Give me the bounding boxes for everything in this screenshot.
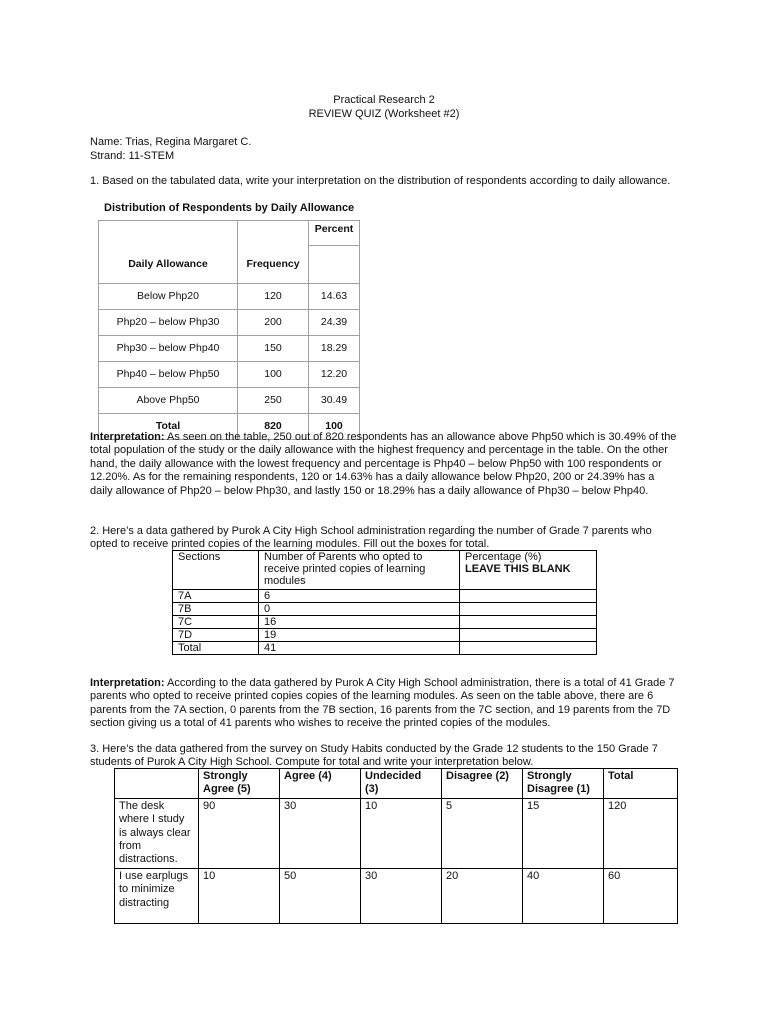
col-header-total: Total <box>604 769 678 799</box>
q2-prompt: 2. Here’s a data gathered by Purok A City High School administration regarding the number of Grade 7 parents who opted to receive printed copies of the learning modules. Fill out the boxes for total. <box>90 525 652 551</box>
table-row: 7A 6 <box>173 590 597 603</box>
study-habits-table <box>114 768 678 924</box>
parents-table <box>172 550 597 655</box>
q1-interpretation <box>90 431 680 498</box>
col-header-percent: Percent <box>309 221 360 246</box>
table-row: I use earplugs to minimize distracting 10 50 30 20 40 60 <box>115 868 678 923</box>
q3-prompt: 3. Here’s the data gathered from the survey on Study Habits conducted by the Grade 12 students to the 150 Grade 7 students of Purok A City High School. Compute for total and write your interpretation below. <box>90 743 658 769</box>
col-header-disagree: Disagree (2) <box>442 769 523 799</box>
q2-interpretation <box>90 677 680 731</box>
leave-blank-note: LEAVE THIS BLANK <box>465 563 571 575</box>
quiz-title: REVIEW QUIZ (Worksheet #2) <box>308 108 460 120</box>
q1-prompt: 1. Based on the tabulated data, write your interpretation on the distribution of respondents according to daily allowance. <box>90 175 671 187</box>
table-row: 7D 19 <box>173 629 597 642</box>
table-row: 7C 16 <box>173 616 597 629</box>
interp-text: According to the data gathered by Purok A City High School administration, there is a total of 41 Grade 7 parents who opted to receive printed copies copies of the learning modules. As seen on the table above, there are 6 parents from the 7A section, 0 parents from the 7B section, 16 parents from the 7C section, and 19 parents from the 7D section giving us a total of 41 parents who wishes to receive the printed copies of the modules. <box>90 677 675 730</box>
col-header-strongly-agree: Strongly Agree (5) <box>199 769 280 799</box>
col-header-parents: Number of Parents who opted to receive printed copies of learning modules <box>259 551 460 590</box>
table-row: Php40 – below Php50 100 12.20 <box>99 362 360 388</box>
interp-label: Interpretation: <box>90 431 165 443</box>
table-row: Php20 – below Php30 200 24.39 <box>99 310 360 336</box>
col-header-percentage: Percentage (%) LEAVE THIS BLANK <box>460 551 597 590</box>
student-strand: Strand: 11-STEM <box>90 150 175 162</box>
col-header-sections: Sections <box>173 551 259 590</box>
percent-header-spacer <box>309 246 360 284</box>
col-header-frequency: Frequency <box>238 221 309 284</box>
table-row: The desk where I study is always clear from distractions. 90 30 10 5 15 120 <box>115 798 678 868</box>
table-row: Above Php50 250 30.49 <box>99 388 360 414</box>
course-title: Practical Research 2 <box>333 94 435 106</box>
q1-table-title: Distribution of Respondents by Daily Allowance <box>104 202 355 214</box>
table-row: Php30 – below Php40 150 18.29 <box>99 336 360 362</box>
table-row: 7B 0 <box>173 603 597 616</box>
interp-label: Interpretation: <box>90 677 165 689</box>
table-row: Below Php20 120 14.63 <box>99 284 360 310</box>
col-header-undecided: Undecided (3) <box>361 769 442 799</box>
col-header-allowance: Daily Allowance <box>99 221 238 284</box>
col-header-strongly-disagree: Strongly Disagree (1) <box>523 769 604 799</box>
interp-text: As seen on the table, 250 out of 820 respondents has an allowance above Php50 which is 30.49% of the total population of the study or the daily allowance with the highest frequency and percentage in the table. On the other hand, the daily allowance with the lowest frequency and percentage is Php40 – below Php50 with 100 respondents or 12.20%. As for the remaining respondents, 120 or 14.63% has a daily allowance below Php20, 200 or 24.39% has a daily allowance of Php20 – below Php30, and lastly 150 or 18.29% has a daily allowance of Php30 – below Php40. <box>90 431 677 497</box>
allowance-table <box>98 220 360 440</box>
total-row: Total 820 100 <box>99 414 360 440</box>
col-header-agree: Agree (4) <box>280 769 361 799</box>
student-name: Name: Trias, Regina Margaret C. <box>90 136 252 148</box>
total-row: Total 41 <box>173 642 597 655</box>
